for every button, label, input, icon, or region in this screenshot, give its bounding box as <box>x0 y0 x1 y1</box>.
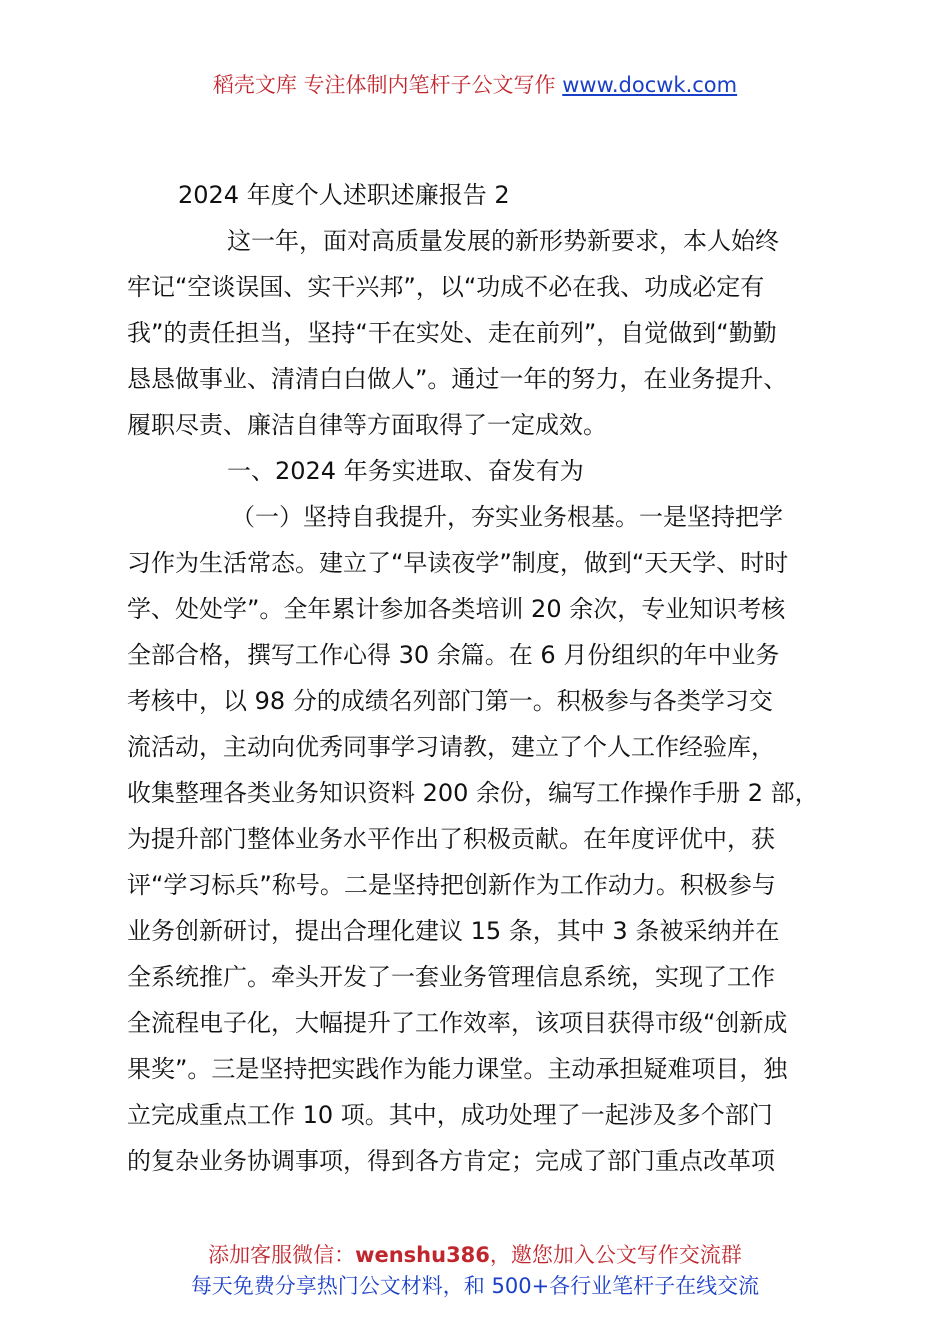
brand-text: 稻壳文库 专注体制内笔杆子公文写作 <box>212 73 556 97</box>
footer-contact-prefix: 添加客服微信： <box>208 1243 356 1267</box>
text-line: 全流程电子化，大幅提升了工作效率，该项目获得市级“创新成 <box>127 1009 788 1037</box>
section-heading: 一、2024 年务实进取、奋发有为 <box>227 457 584 485</box>
text-line: 为提升部门整体业务水平作出了积极贡献。在年度评优中，获 <box>127 825 775 853</box>
text-line: 业务创新研讨，提出合理化建议 15 条，其中 3 条被采纳并在 <box>127 917 780 945</box>
text-line: 履职尽责、廉洁自律等方面取得了一定成效。 <box>127 411 607 439</box>
text-line: 流活动，主动向优秀同事学习请教，建立了个人工作经验库， <box>127 733 775 761</box>
site-link[interactable]: www.docwk.com <box>562 73 738 97</box>
text-line: 我”的责任担当，坚持“干在实处、走在前列”，自觉做到“勤勤 <box>127 319 777 347</box>
text-line: 考核中，以 98 分的成绩名列部门第一。积极参与各类学习交 <box>127 687 773 715</box>
footer-promo-line: 每天免费分享热门公文材料，和 500+各行业笔杆子在线交流 <box>190 1274 760 1298</box>
text-line: （一）坚持自我提升，夯实业务根基。一是坚持把学 <box>231 503 783 531</box>
footer-contact-line <box>0 1240 950 1271</box>
text-line: 果奖”。三是坚持把实践作为能力课堂。主动承担疑难项目，独 <box>127 1055 788 1083</box>
text-line: 学、处处学”。全年累计参加各类培训 20 余次，专业知识考核 <box>127 595 786 623</box>
text-line: 这一年，面对高质量发展的新形势新要求，本人始终 <box>227 227 779 255</box>
text-line: 全系统推广。牵头开发了一套业务管理信息系统，实现了工作 <box>127 963 775 991</box>
text-line: 恳恳做事业、清清白白做人”。通过一年的努力，在业务提升、 <box>127 365 788 393</box>
text-line: 立完成重点工作 10 项。其中，成功处理了一起涉及多个部门 <box>127 1101 773 1129</box>
header-banner <box>0 70 950 100</box>
text-line: 收集整理各类业务知识资料 200 余份，编写工作操作手册 2 部， <box>127 779 819 807</box>
wechat-id: wenshu386 <box>355 1243 490 1267</box>
footer-contact-suffix: ，邀您加入公文写作交流群 <box>489 1243 742 1267</box>
text-line: 全部合格，撰写工作心得 30 余篇。在 6 月份组织的年中业务 <box>127 641 780 669</box>
document-title: 2024 年度个人述职述廉报告 2 <box>178 181 510 209</box>
text-line: 牢记“空谈误国、实干兴邦”，以“功成不必在我、功成必定有 <box>127 273 765 301</box>
text-line: 的复杂业务协调事项，得到各方肯定；完成了部门重点改革项 <box>127 1147 775 1175</box>
footer-banner <box>0 1240 950 1302</box>
text-line: 评“学习标兵”称号。二是坚持把创新作为工作动力。积极参与 <box>127 871 776 899</box>
document-body <box>127 172 857 1184</box>
text-line: 习作为生活常态。建立了“早读夜学”制度，做到“天天学、时时 <box>127 549 789 577</box>
